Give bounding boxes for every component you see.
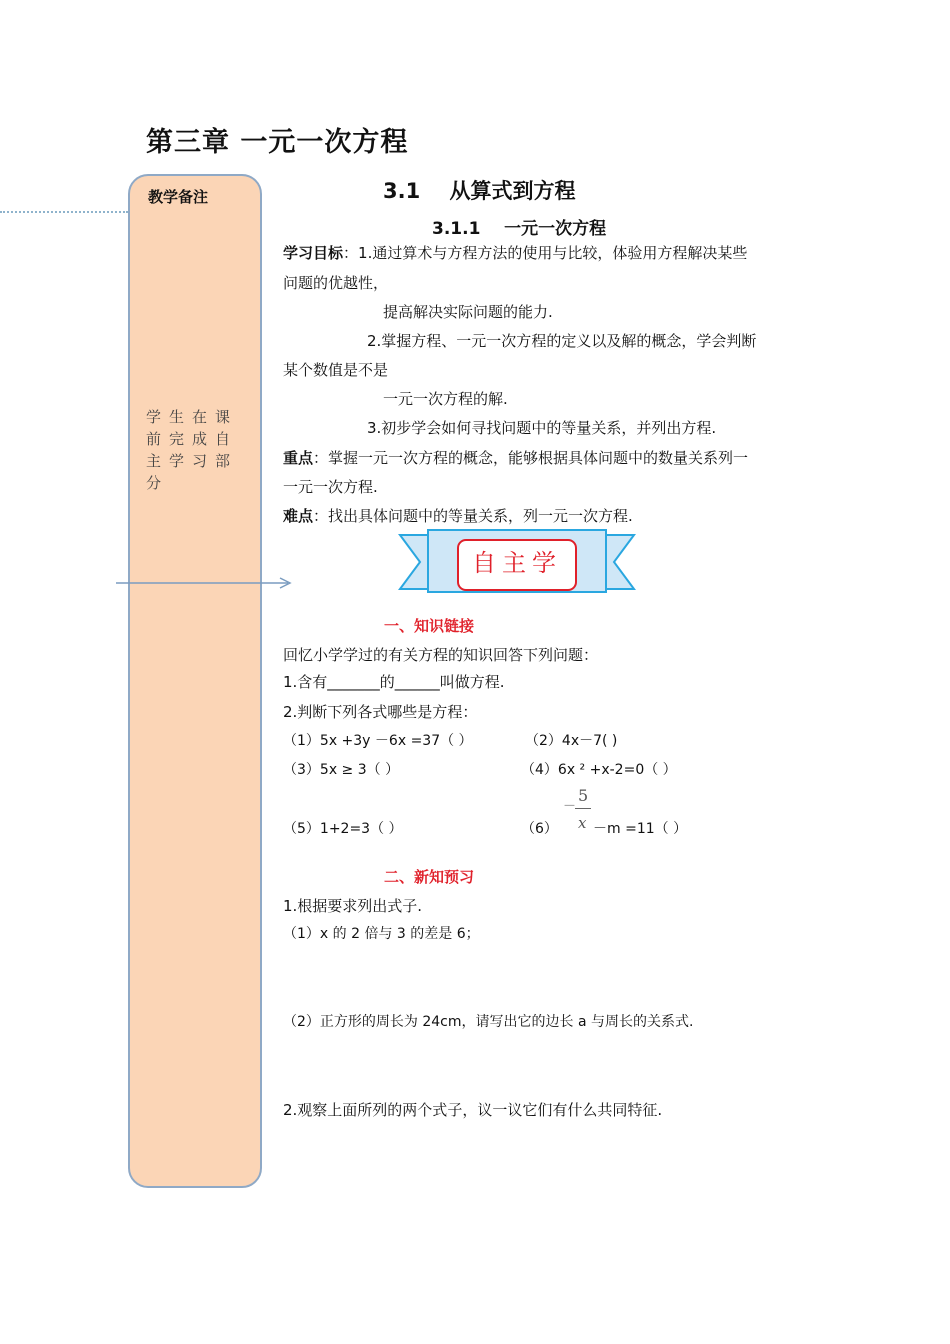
- objectives-line-1: [283, 242, 747, 264]
- equation-3: （3）5x ≥ 3（ ）: [283, 762, 400, 778]
- part2-q1-2: （2）正方形的周长为 24cm，请写出它的边长 a 与周长的关系式.: [283, 1014, 694, 1030]
- teaching-notes-sidebar: [128, 174, 262, 1188]
- arrow-icon: [116, 575, 296, 591]
- banner-text: 自主学: [472, 549, 562, 577]
- equation-2: （2）4x－7( ): [525, 733, 618, 749]
- equation-4: （4）6x ² +x-2=0（ ）: [521, 762, 677, 778]
- dotted-divider: [0, 211, 128, 213]
- equation-6-fraction-bar: [575, 808, 591, 809]
- keypoint-line-1: [283, 447, 748, 469]
- equation-6-rest: －m =11（ ）: [593, 821, 688, 837]
- section-title: 3.1 从算式到方程: [383, 179, 576, 203]
- objectives-label: 学习目标: [283, 244, 344, 262]
- part2-q2: 2.观察上面所列的两个式子，议一议它们有什么共同特征.: [283, 1101, 663, 1119]
- difficulty-text: 找出具体问题中的等量关系，列一元一次方程.: [328, 507, 633, 525]
- keypoint-line-2: 一元一次方程.: [283, 478, 378, 496]
- part2-heading: 二、新知预习: [384, 868, 475, 886]
- part1-heading: 一、知识链接: [384, 617, 475, 635]
- equation-6-prefix: （6）: [521, 821, 558, 837]
- part2-q1-1: （1）x 的 2 倍与 3 的差是 6；: [283, 926, 480, 942]
- subsection-title: 3.1.1 一元一次方程: [432, 219, 607, 239]
- objective-1-line-3: 提高解决实际问题的能力.: [383, 303, 553, 321]
- objective-2-line-1: 2.掌握方程、一元一次方程的定义以及解的概念，学会判断: [367, 332, 757, 350]
- sidebar-note: 学生在课前完成自主学习部分: [146, 408, 239, 492]
- equation-6-numerator: 5: [578, 786, 589, 805]
- difficulty-line: [283, 505, 633, 527]
- equation-1: （1）5x +3y －6x =37（ ）: [283, 733, 473, 749]
- equation-5: （5）1+2=3（ ）: [283, 821, 403, 837]
- objective-2-line-2: 某个数值是不是: [283, 361, 389, 379]
- objective-1-line-2: 问题的优越性，: [283, 274, 389, 292]
- difficulty-sep: ：: [313, 507, 329, 525]
- part1-intro: 回忆小学学过的有关方程的知识回答下列问题：: [283, 646, 599, 664]
- chapter-title: 第三章 一元一次方程: [146, 127, 409, 158]
- objectives-sep: ：: [343, 244, 359, 262]
- keypoint-label: 重点: [283, 449, 314, 467]
- sidebar-title: 教学备注: [148, 188, 209, 206]
- keypoint-sep: ：: [313, 449, 329, 467]
- objective-3: 3.初步学会如何寻找问题中的等量关系，并列出方程.: [367, 419, 717, 437]
- equation-6-denominator: x: [578, 814, 587, 832]
- part2-q1: 1.根据要求列出式子.: [283, 897, 423, 915]
- part1-q2: 2.判断下列各式哪些是方程：: [283, 703, 478, 721]
- difficulty-label: 难点: [283, 507, 314, 525]
- keypoint-text: 掌握一元一次方程的概念，能够根据具体问题中的数量关系列一: [328, 449, 749, 467]
- objective-1-text: 1.通过算术与方程方法的使用与比较，体验用方程解决某些: [358, 244, 748, 262]
- equation-6-minus: －: [563, 799, 577, 814]
- part1-q1: 1.含有_______的______叫做方程.: [283, 673, 505, 691]
- self-study-banner: [398, 527, 636, 597]
- objective-2-line-3: 一元一次方程的解.: [383, 390, 508, 408]
